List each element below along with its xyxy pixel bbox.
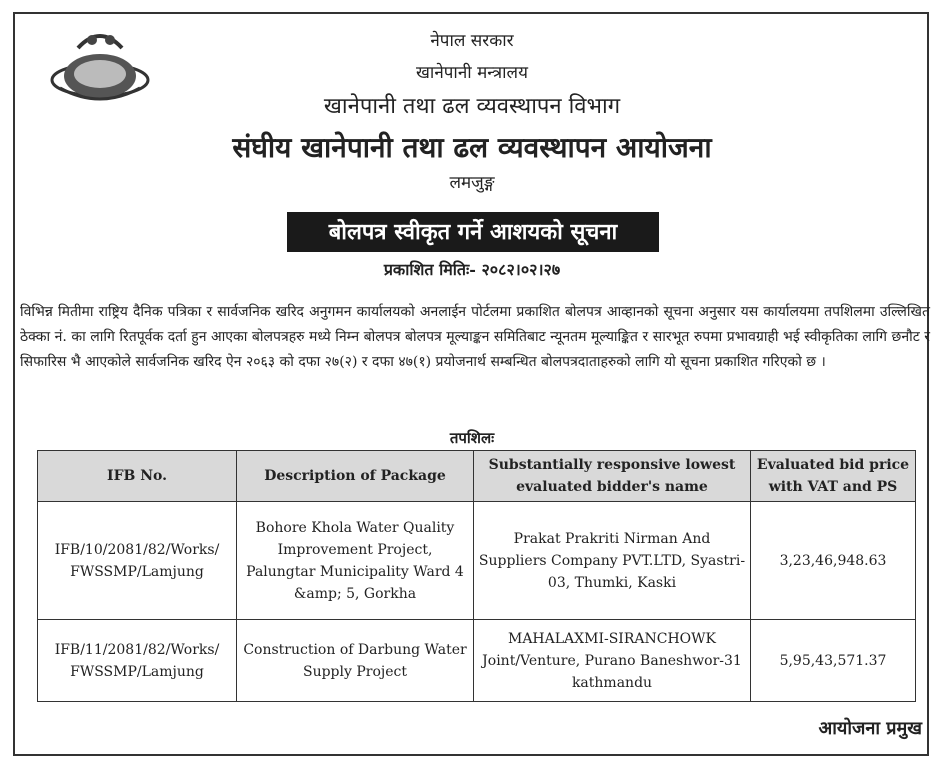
- signature-title: आयोजना प्रमुख: [818, 718, 922, 739]
- description-cell: Construction of Darbung Water Supply Project: [237, 620, 474, 702]
- notice-body: विभिन्न मितीमा राष्ट्रिय दैनिक पत्रिका र सार्वजनिक खरिद अनुगमन कार्यालयको अनलाईन पोर्टलमा प्रकाशित बोलपत्र आव्हानको सूचना अनुसार यस कार्यालयमा तपशिलमा उल्लिखित ठेक्का नं. का लागि रितपूर्वक दर्ता हुन आएका बोलपत्रहरु मध्ये निम्न बोलपत्र बोलपत्र मूल्याङ्कन समितिबाट न्यूनतम मूल्याङ्कित र सारभूत रुपमा प्रभावग्राही भई स्वीकृतिका लागि छनौट र सिफारिस भै आएकोले सार्वजनिक खरिद ऐन २०६३ को दफा २७(२) र दफा ४७(१) प्रयोजनार्थ सम्बन्धित बोलपत्रदाताहरुको लागि यो सूचना प्रकाशित गरिएको छ ।: [20, 304, 930, 370]
- price-cell: 3,23,46,948.63: [751, 502, 916, 620]
- col-bidder: Substantially responsive lowest evaluated bidder's name: [474, 451, 751, 502]
- notice-title-banner: बोलपत्र स्वीकृत गर्ने आशयको सूचना: [287, 212, 659, 252]
- project-location: लमजुङ्ग: [449, 173, 495, 193]
- table-header-row: [38, 451, 916, 502]
- bidder-cell: MAHALAXMI-SIRANCHOWK Joint/Venture, Purano Baneshwor-31 kathmandu: [474, 620, 751, 702]
- project-name: संघीय खानेपानी तथा ढल व्यवस्थापन आयोजना: [232, 131, 712, 164]
- government-name: नेपाल सरकार: [430, 31, 514, 51]
- description-cell: Bohore Khola Water Quality Improvement Project, Palungtar Municipality Ward 4 &amp; 5, Gorkha: [237, 502, 474, 620]
- bidder-cell: Prakat Prakriti Nirman And Suppliers Company PVT.LTD, Syastri-03, Thumki, Kaski: [474, 502, 751, 620]
- published-date: प्रकाशित मितिः- २०८२।०२।२७: [383, 260, 561, 279]
- table-row: [38, 620, 916, 702]
- schedule-label: तपशिलः: [449, 429, 495, 447]
- col-price: Evaluated bid price with VAT and PS: [751, 451, 916, 502]
- ifb-cell: IFB/11/2081/82/Works/ FWSSMP/Lamjung: [38, 620, 237, 702]
- bid-table: [37, 450, 916, 702]
- ifb-cell: IFB/10/2081/82/Works/ FWSSMP/Lamjung: [38, 502, 237, 620]
- ministry-name: खानेपानी मन्त्रालय: [416, 63, 528, 83]
- col-ifb-no: IFB No.: [38, 451, 237, 502]
- col-description: Description of Package: [237, 451, 474, 502]
- table-row: [38, 502, 916, 620]
- department-name: खानेपानी तथा ढल व्यवस्थापन विभाग: [323, 94, 621, 119]
- price-cell: 5,95,43,571.37: [751, 620, 916, 702]
